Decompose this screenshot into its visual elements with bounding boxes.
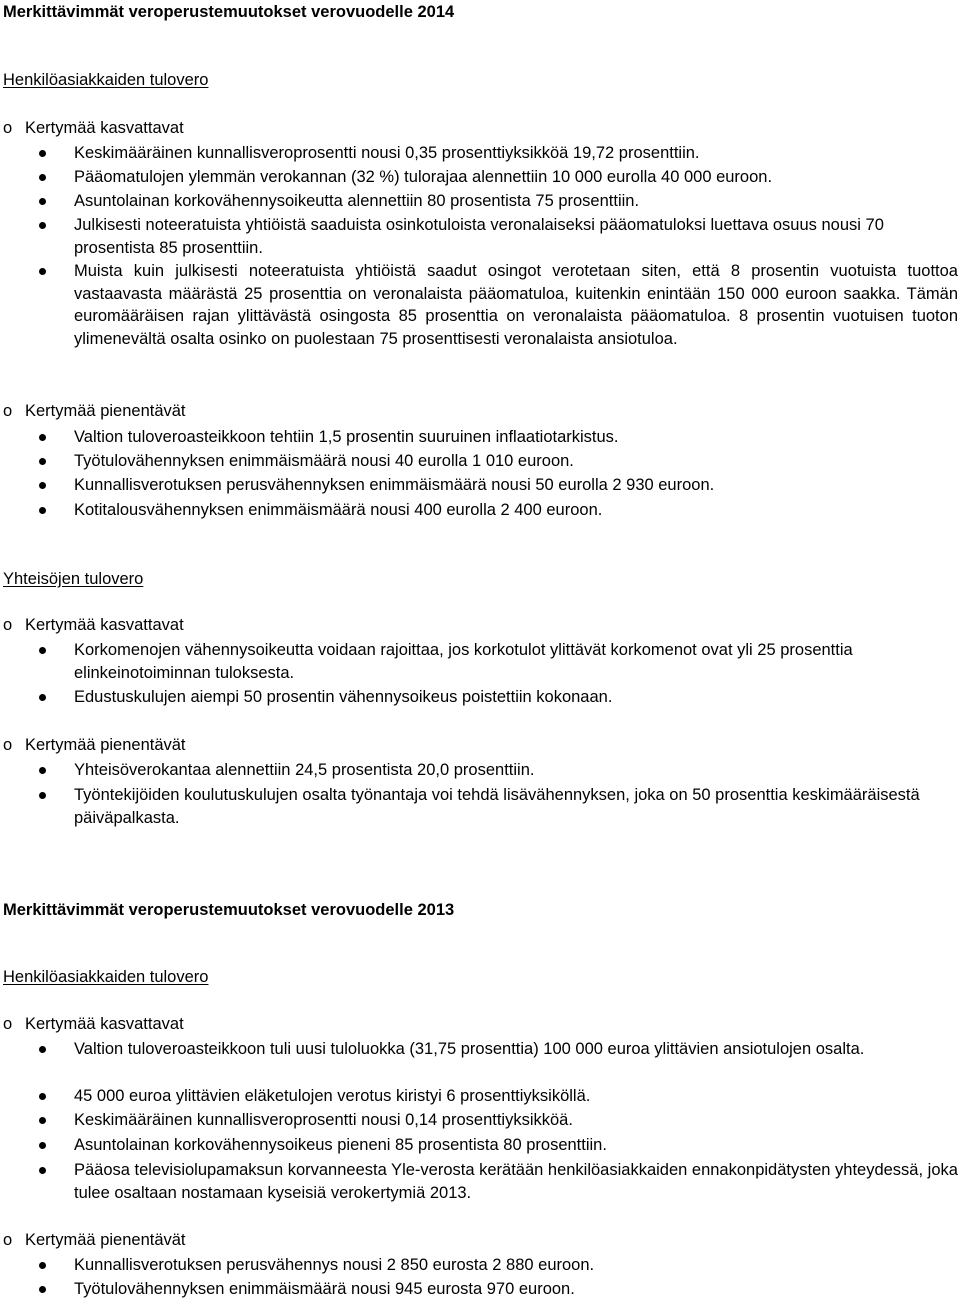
subgroup-heading-decreasing xyxy=(3,400,186,423)
group-heading-corporate-income-tax: Yhteisöjen tulovero xyxy=(3,570,144,588)
bullet-icon xyxy=(39,647,46,654)
circle-bullet-icon: o xyxy=(3,736,13,754)
list-item: Valtion tuloveroasteikkoon tuli uusi tuloluokka (31,75 prosenttia) 100 000 euroa ylittävien ansiotulojen osalta. xyxy=(74,1040,865,1058)
subgroup-label: Kertymää kasvattavat xyxy=(25,1015,184,1033)
bullet-icon xyxy=(39,1117,46,1124)
bullet-icon xyxy=(39,222,46,229)
subgroup-heading-increasing xyxy=(3,117,184,140)
bullet-icon xyxy=(39,268,46,275)
list-item: Työtulovähennyksen enimmäismäärä nousi 945 eurosta 970 euroon. xyxy=(74,1280,575,1298)
subgroup-heading-decreasing xyxy=(3,1229,186,1252)
bullet-icon xyxy=(39,434,46,441)
bullet-icon xyxy=(39,1286,46,1293)
group-heading-personal-income-tax-2014: Henkilöasiakkaiden tulovero xyxy=(3,71,209,89)
list-item: Valtion tuloveroasteikkoon tehtiin 1,5 prosentin suuruinen inflaatiotarkistus. xyxy=(74,428,619,446)
subgroup-label: Kertymää pienentävät xyxy=(25,736,186,754)
bullet-icon xyxy=(39,174,46,181)
subgroup-label: Kertymää pienentävät xyxy=(25,1231,186,1249)
list-item: Yhteisöverokantaa alennettiin 24,5 prosentista 20,0 prosenttiin. xyxy=(74,761,535,779)
bullet-icon xyxy=(39,767,46,774)
circle-bullet-icon: o xyxy=(3,616,13,634)
list-item: Työtulovähennyksen enimmäismäärä nousi 40 eurolla 1 010 euroon. xyxy=(74,452,574,470)
section-title-2013: Merkittävimmät veroperustemuutokset verovuodelle 2013 xyxy=(3,901,455,919)
section-title-2014: Merkittävimmät veroperustemuutokset verovuodelle 2014 xyxy=(3,3,455,21)
subgroup-label: Kertymää kasvattavat xyxy=(25,616,184,634)
list-item: Asuntolainan korkovähennysoikeus pieneni 85 prosentista 80 prosenttiin. xyxy=(74,1136,607,1154)
list-item: Korkomenojen vähennysoikeutta voidaan rajoittaa, jos korkotulot ylittävät korkomenot ovat yli 25 prosenttia elinkeinotoiminnan tuloksesta. xyxy=(74,641,853,682)
group-heading-personal-income-tax-2013: Henkilöasiakkaiden tulovero xyxy=(3,968,209,986)
list-item: Edustuskulujen aiempi 50 prosentin vähennysoikeus poistettiin kokonaan. xyxy=(74,688,613,706)
subgroup-heading-decreasing xyxy=(3,734,186,757)
list-item: Julkisesti noteeratuista yhtiöistä saaduista osinkotuloista veronalaiseksi pääomatuloksi luettava osuus nousi 70 prosentista 85 prosenttiin. xyxy=(74,216,884,257)
list-item: Pääosa televisiolupamaksun korvanneesta Yle-verosta kerätään henkilöasiakkaiden ennakonpidätysten yhteydessä, joka tulee osaltaan nostamaan kyseisiä verokertymiä 2013. xyxy=(74,1161,958,1202)
bullet-icon xyxy=(39,1167,46,1174)
bullet-icon xyxy=(39,1046,46,1053)
bullet-icon xyxy=(39,792,46,799)
list-item: Työntekijöiden koulutuskulujen osalta työnantaja voi tehdä lisävähennyksen, joka on 50 prosenttia keskimääräisestä päiväpalkasta. xyxy=(74,786,920,827)
bullet-icon xyxy=(39,482,46,489)
list-item: Pääomatulojen ylemmän verokannan (32 %) tulorajaa alennettiin 10 000 eurolla 40 000 euroon. xyxy=(74,168,773,186)
list-item: Asuntolainan korkovähennysoikeutta alennettiin 80 prosentista 75 prosenttiin. xyxy=(74,192,640,210)
circle-bullet-icon: o xyxy=(3,1015,13,1033)
list-item: Muista kuin julkisesti noteeratuista yhtiöistä saadut osingot verotetaan siten, että 8 prosentin vuotuista tuottoa vastaavasta määrästä 25 prosenttia on veronalaista pääomatuloa, kuitenkin enintään 150 000 euroon saakka. Tämän euromääräisen rajan ylittävästä osingosta 85 prosenttia on veronalaista pääomatuloa. 8 prosentin vuotuisen tuoton ylimenevältä osalta osinko on puolestaan 75 prosenttisesti veronalaista ansiotuloa. xyxy=(74,262,958,348)
subgroup-label: Kertymää pienentävät xyxy=(25,402,186,420)
bullet-icon xyxy=(39,198,46,205)
list-item: Kotitalousvähennyksen enimmäismäärä nousi 400 eurolla 2 400 euroon. xyxy=(74,501,603,519)
bullet-icon xyxy=(39,507,46,514)
bullet-icon xyxy=(39,1093,46,1100)
subgroup-heading-increasing xyxy=(3,1013,184,1036)
list-item: Kunnallisverotuksen perusvähennyksen enimmäismäärä nousi 50 eurolla 2 930 euroon. xyxy=(74,476,715,494)
circle-bullet-icon: o xyxy=(3,402,13,420)
list-item: 45 000 euroa ylittävien eläketulojen verotus kiristyi 6 prosenttiyksiköllä. xyxy=(74,1087,591,1105)
bullet-icon xyxy=(39,694,46,701)
list-item: Keskimääräinen kunnallisveroprosentti nousi 0,14 prosenttiyksikköä. xyxy=(74,1111,573,1129)
circle-bullet-icon: o xyxy=(3,1231,13,1249)
bullet-icon xyxy=(39,150,46,157)
subgroup-label: Kertymää kasvattavat xyxy=(25,119,184,137)
bullet-icon xyxy=(39,458,46,465)
list-item: Keskimääräinen kunnallisveroprosentti nousi 0,35 prosenttiyksikköä 19,72 prosenttiin. xyxy=(74,144,700,162)
subgroup-heading-increasing xyxy=(3,614,184,637)
circle-bullet-icon: o xyxy=(3,119,13,137)
bullet-icon xyxy=(39,1142,46,1149)
bullet-icon xyxy=(39,1262,46,1269)
list-item: Kunnallisverotuksen perusvähennys nousi 2 850 eurosta 2 880 euroon. xyxy=(74,1256,595,1274)
